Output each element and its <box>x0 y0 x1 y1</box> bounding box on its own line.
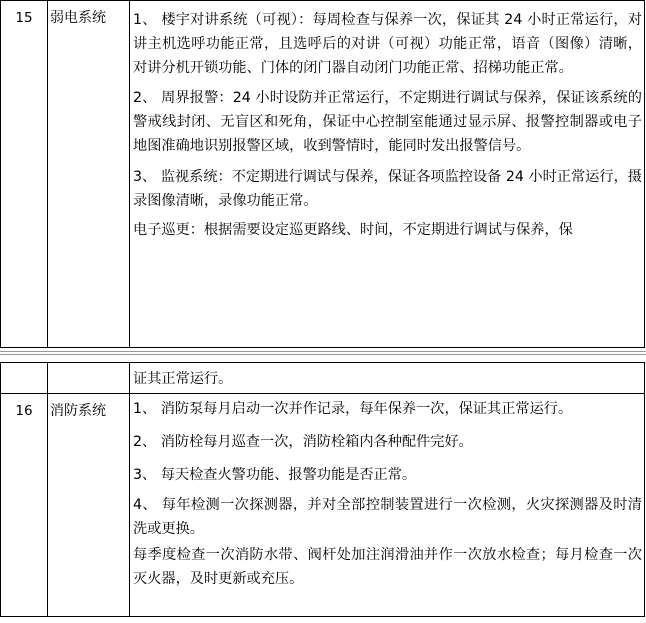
content-cell <box>130 394 645 617</box>
table-row <box>1 1 645 348</box>
system-name-cell <box>48 1 130 348</box>
row-number-cell <box>1 363 48 394</box>
table-row <box>1 394 645 617</box>
content-item: 2、 周界报警：24 小时设防并正常运行，不定期进行调试与保养，保证该系统的警戒线封闭、无盲区和死角，保证中心控制室能通过显示屏、报警控制器或电子地图准确地识别报警区域，收到警情时，能同时发出报警信号。 <box>133 90 642 154</box>
system-name: 消防系统 <box>50 403 106 419</box>
content-item: 3、 监视系统：不定期进行调试与保养，保证各项监控设备 24 小时正常运行，摄录图像清晰，录像功能正常。 <box>133 169 642 209</box>
system-name-cell <box>48 394 130 617</box>
content-item: 证其正常运行。 <box>133 371 233 387</box>
content-block <box>130 394 644 616</box>
row-number <box>1 363 47 372</box>
row-number: 16 <box>15 403 33 419</box>
row-number-cell <box>1 1 48 348</box>
table-row <box>1 363 645 394</box>
content-cell <box>130 1 645 348</box>
system-name <box>48 363 129 372</box>
content-block <box>130 363 644 393</box>
content-item: 3、 每天检查火警功能、报警功能是否正常。 <box>133 467 417 483</box>
content-item: 1、 楼宇对讲系统（可视）：每周检查与保养一次，保证其 24 小时正常运行，对讲主机选呼功能正常，且选呼后的对讲（可视）功能正常，语音（图像）清晰，对讲分机开锁功能、门体的闭门器自动闭门功能正常、招梯功能正常。 <box>133 12 642 76</box>
content-item: 2、 消防栓每月巡查一次，消防栓箱内各种配件完好。 <box>133 434 473 450</box>
content-cell <box>130 363 645 394</box>
content-item: 1、 消防泵每月启动一次并作记录，每年保养一次，保证其正常运行。 <box>133 401 573 417</box>
content-item: 每季度检查一次消防水带、阀杆处加注润滑油并作一次放水检查；每月检查一次灭火器，及时更新或充压。 <box>133 547 642 587</box>
system-name: 弱电系统 <box>50 10 106 26</box>
content-item: 电子巡更：根据需要设定巡更路线、时间，不定期进行调试与保养，保 <box>133 222 573 238</box>
page-break-line <box>0 354 646 355</box>
content-item: 4、 每年检测一次探测器，并对全部控制装置进行一次检测，火灾探测器及时清洗或更换。 <box>133 497 642 537</box>
maintenance-table-part-2 <box>0 362 645 617</box>
row-number-cell <box>1 394 48 617</box>
system-name-cell <box>48 363 130 394</box>
row-number: 15 <box>15 10 33 26</box>
page-break-line <box>0 351 646 352</box>
content-block <box>130 1 644 347</box>
